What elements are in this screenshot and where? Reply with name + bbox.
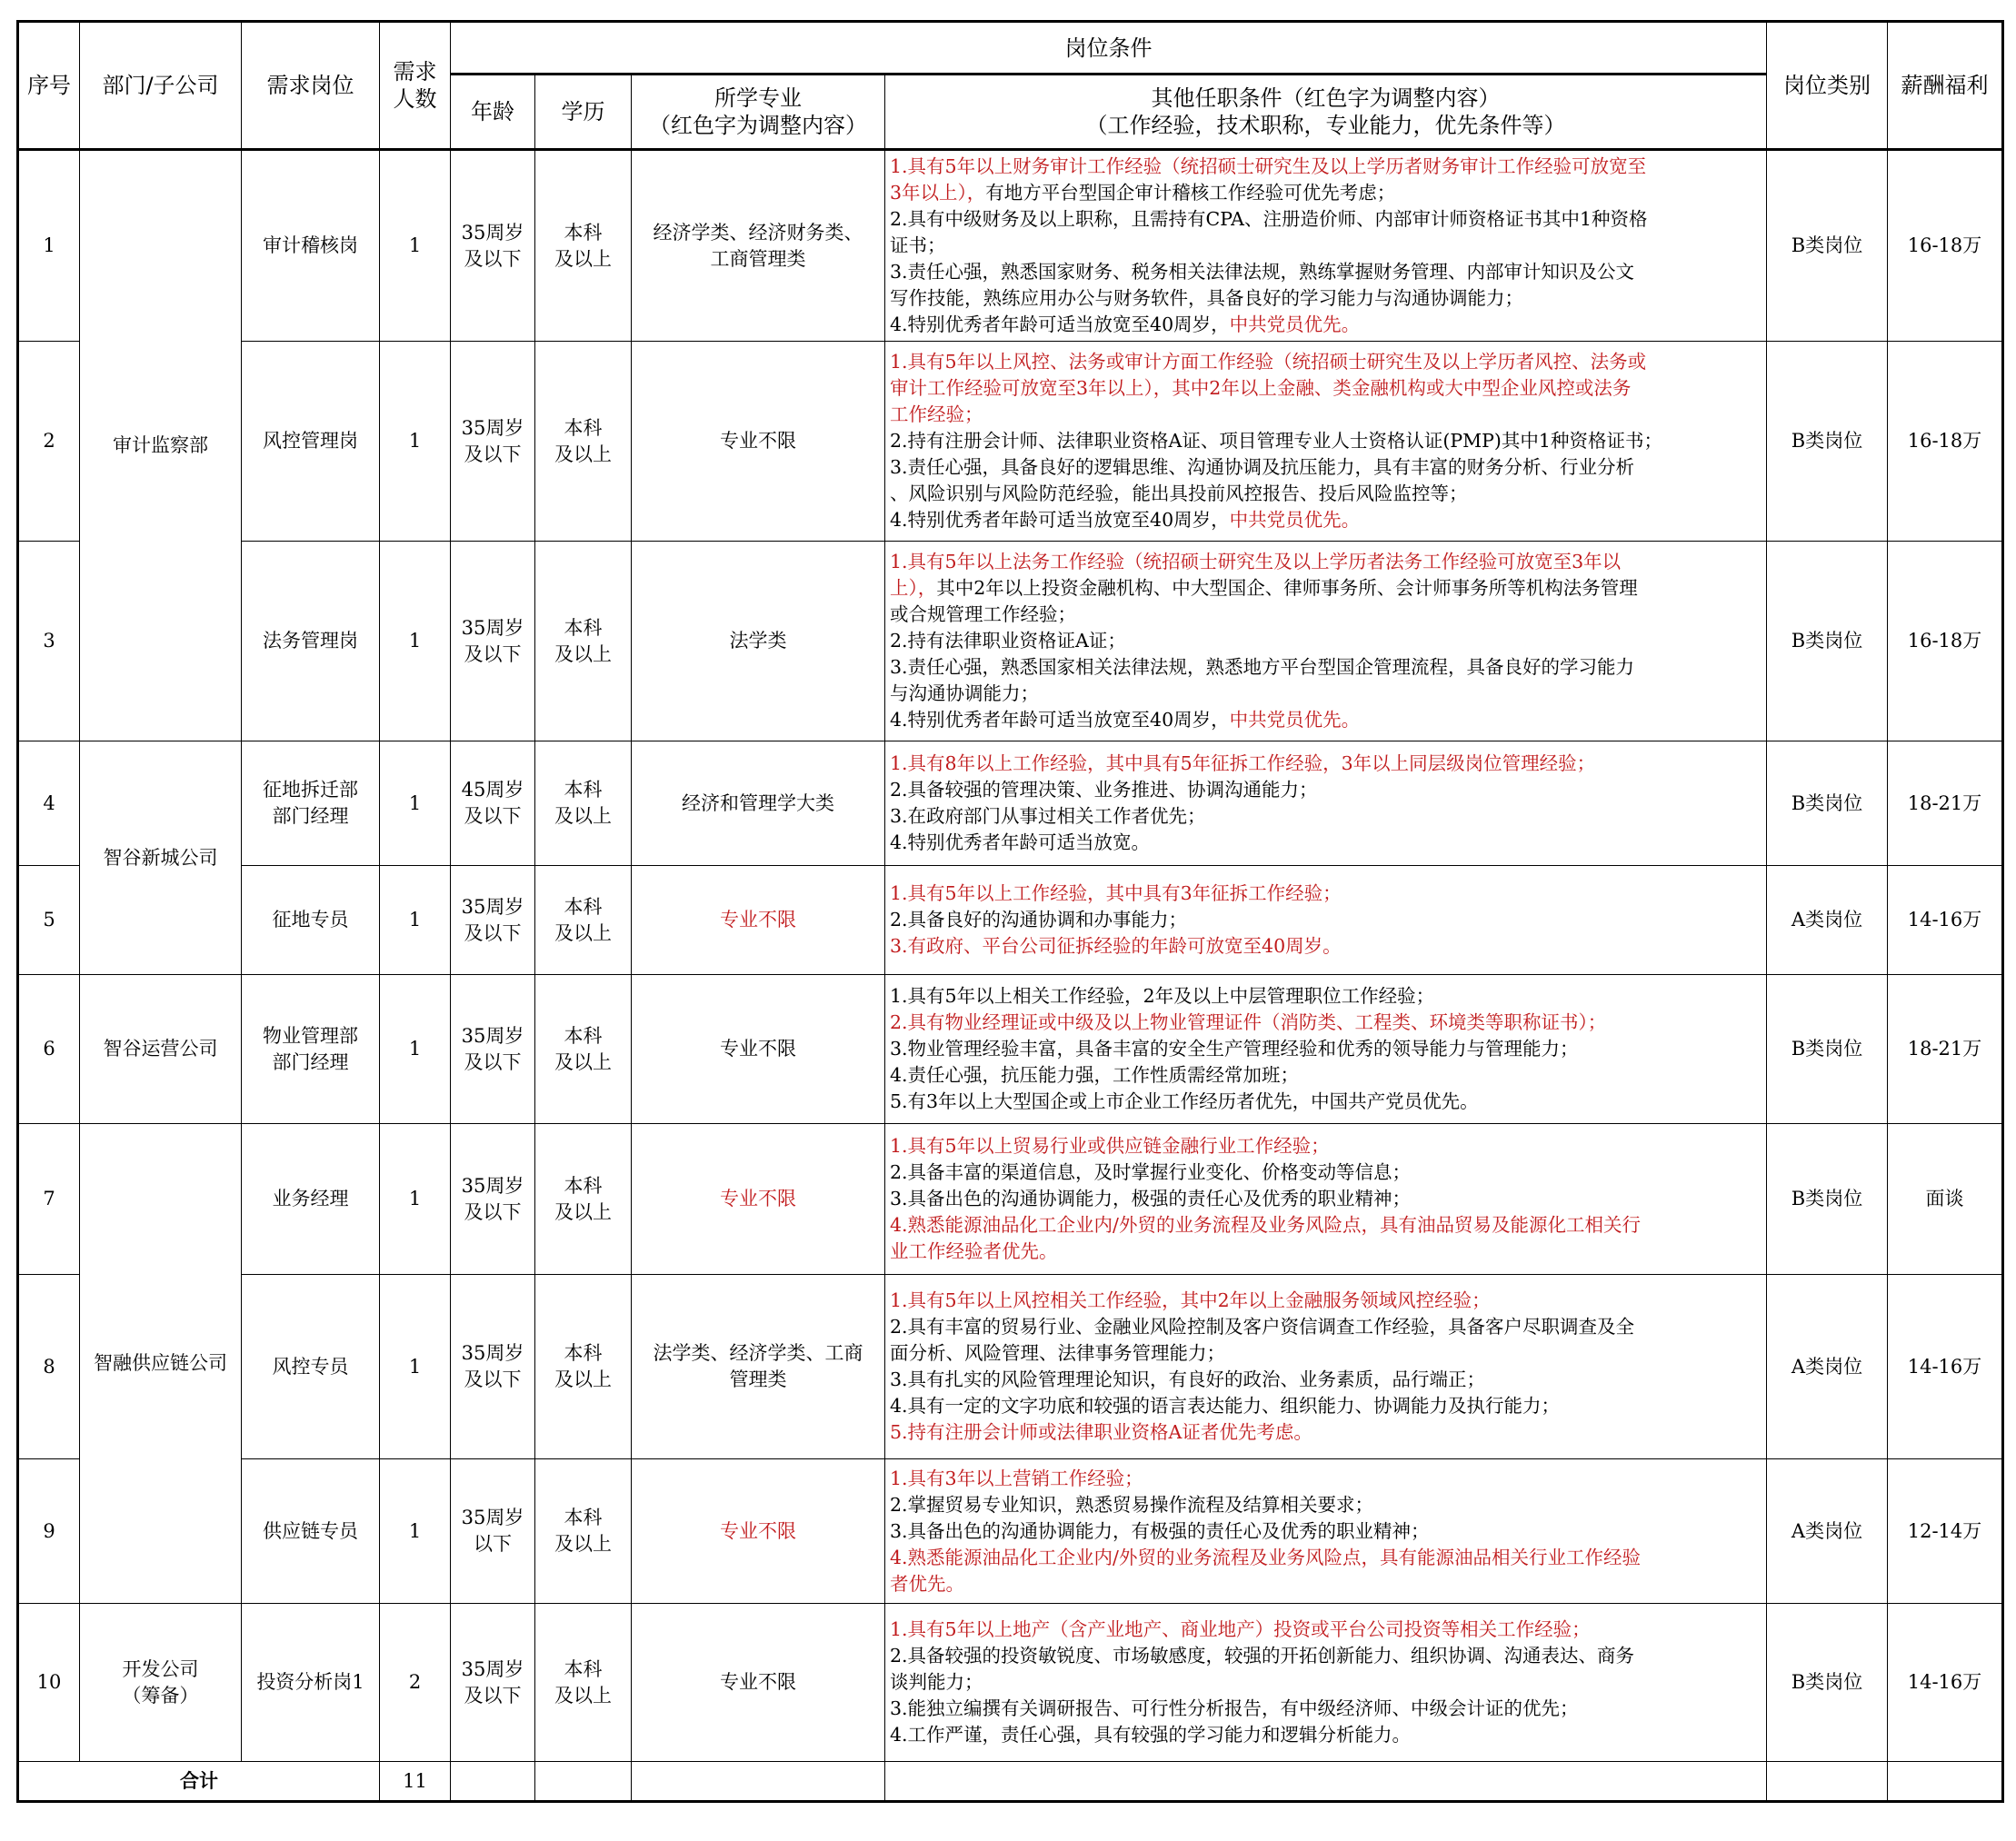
- salary-cell: 面谈: [1888, 1124, 2003, 1275]
- total-empty: [885, 1762, 1767, 1802]
- conditions-cell: [885, 975, 1767, 1124]
- dept-cell: 开发公司 （筹备）: [80, 1604, 242, 1762]
- header-edu: 学历: [535, 75, 632, 150]
- edu-cell: 本科 及以上: [535, 1459, 632, 1604]
- header-salary: 薪酬福利: [1888, 22, 2003, 150]
- count-cell: 1: [380, 741, 451, 866]
- table-row: [18, 866, 2003, 975]
- condition-line: 3.物业管理经验丰富，具备丰富的安全生产管理经验和优秀的领导能力与管理能力；: [890, 1038, 1579, 1060]
- conditions-cell: [885, 741, 1767, 866]
- category-cell: A类岗位: [1767, 1459, 1888, 1604]
- salary-cell: 14-16万: [1888, 1275, 2003, 1459]
- total-empty: [632, 1762, 885, 1802]
- age-cell: 35周岁 及以下: [451, 975, 535, 1124]
- category-cell: B类岗位: [1767, 542, 1888, 741]
- table-row: [18, 1275, 2003, 1459]
- condition-line: 3.责任心强，具备良好的逻辑思维、沟通协调及抗压能力，具有丰富的财务分析、行业分析: [890, 456, 1635, 478]
- edu-cell: 本科 及以上: [535, 150, 632, 342]
- condition-line: 2.具有物业经理证或中级及以上物业管理证件（消防类、工程类、环境类等职称证书）；: [890, 1011, 1607, 1033]
- condition-line: 1.具有5年以上风控相关工作经验，其中2年以上金融服务领域风控经验；: [890, 1289, 1491, 1311]
- major-cell: 法学类、经济学类、工商 管理类: [632, 1275, 885, 1459]
- condition-line: 3.责任心强，熟悉国家相关法律法规，熟悉地方平台型国企管理流程，具备良好的学习能力: [890, 656, 1635, 678]
- condition-line: 4.熟悉能源油品化工企业内/外贸的业务流程及业务风险点，具有油品贸易及能源化工相关行: [890, 1214, 1641, 1236]
- category-cell: B类岗位: [1767, 741, 1888, 866]
- condition-line: 2.具有丰富的贸易行业、金融业风险控制及客户资信调查工作经验，具备客户尽职调查及全: [890, 1316, 1635, 1338]
- row-seq: 5: [18, 866, 80, 975]
- major-cell: 专业不限: [632, 1604, 885, 1762]
- recruitment-table: [16, 20, 2004, 1803]
- category-cell: A类岗位: [1767, 866, 1888, 975]
- table-row: [18, 542, 2003, 741]
- conditions-cell: [885, 1124, 1767, 1275]
- major-cell: 法学类: [632, 542, 885, 741]
- condition-line: 3.在政府部门从事过相关工作者优先；: [890, 805, 1206, 827]
- condition-line: 4.熟悉能源油品化工企业内/外贸的业务流程及业务风险点，具有能源油品相关行业工作经验: [890, 1546, 1641, 1568]
- condition-line: 证书；: [890, 234, 946, 256]
- category-cell: B类岗位: [1767, 1604, 1888, 1762]
- row-seq: 3: [18, 542, 80, 741]
- total-count: 11: [380, 1762, 451, 1802]
- count-cell: 1: [380, 1459, 451, 1604]
- post-cell: 业务经理: [242, 1124, 380, 1275]
- age-cell: 35周岁 及以下: [451, 1124, 535, 1275]
- header-dept: 部门/子公司: [80, 22, 242, 150]
- condition-line: 5.持有注册会计师或法律职业资格A证者优先考虑。: [890, 1421, 1312, 1443]
- row-seq: 6: [18, 975, 80, 1124]
- condition-line: 1.具有8年以上工作经验，其中具有5年征拆工作经验，3年以上同层级岗位管理经验；: [890, 752, 1596, 774]
- condition-line: 1.具有5年以上工作经验，其中具有3年征拆工作经验；: [890, 882, 1342, 904]
- condition-line: 写作技能，熟练应用办公与财务软件，具备良好的学习能力与沟通协调能力；: [890, 287, 1523, 309]
- age-cell: 35周岁 及以下: [451, 150, 535, 342]
- row-seq: 4: [18, 741, 80, 866]
- conditions-cell: [885, 1459, 1767, 1604]
- count-cell: 1: [380, 542, 451, 741]
- post-cell: 法务管理岗: [242, 542, 380, 741]
- row-seq: 7: [18, 1124, 80, 1275]
- header-category: 岗位类别: [1767, 22, 1888, 150]
- condition-line: 1.具有5年以上法务工作经验（统招硕士研究生及以上学历者法务工作经验可放宽至3年以: [890, 551, 1622, 572]
- edu-cell: 本科 及以上: [535, 741, 632, 866]
- count-cell: 1: [380, 342, 451, 542]
- post-cell: 征地专员: [242, 866, 380, 975]
- condition-line: 4.特别优秀者年龄可适当放宽。: [890, 831, 1151, 853]
- condition-line: 3.具备出色的沟通协调能力，极强的责任心及优秀的职业精神；: [890, 1188, 1412, 1209]
- conditions-cell: [885, 342, 1767, 542]
- age-cell: 35周岁 及以下: [451, 1275, 535, 1459]
- condition-line: 2.具备良好的沟通协调和办事能力；: [890, 909, 1188, 930]
- salary-cell: 14-16万: [1888, 1604, 2003, 1762]
- dept-cell: 审计监察部: [80, 150, 242, 741]
- post-cell: 风控专员: [242, 1275, 380, 1459]
- edu-cell: 本科 及以上: [535, 1275, 632, 1459]
- condition-line: 3年以上），有地方平台型国企审计稽核工作经验可优先考虑；: [890, 182, 1396, 204]
- conditions-cell: [885, 542, 1767, 741]
- header-seq: 序号: [18, 22, 80, 150]
- condition-line: 4.特别优秀者年龄可适当放宽至40周岁，中共党员优先。: [890, 313, 1361, 335]
- major-cell: 专业不限: [632, 1459, 885, 1604]
- header-age: 年龄: [451, 75, 535, 150]
- condition-line: 审计工作经验可放宽至3年以上），其中2年以上金融、类金融机构或大中型企业风控或法务: [890, 377, 1632, 399]
- condition-line: 2.持有注册会计师、法律职业资格A证、项目管理专业人士资格认证(PMP)其中1种资格证书；: [890, 430, 1662, 452]
- condition-line: 2.具备较强的管理决策、业务推进、协调沟通能力；: [890, 779, 1318, 801]
- age-cell: 35周岁 及以下: [451, 342, 535, 542]
- condition-line: 谈判能力；: [890, 1671, 983, 1693]
- condition-line: 1.具有5年以上财务审计工作经验（统招硕士研究生及以上学历者财务审计工作经验可放宽至: [890, 155, 1647, 177]
- edu-cell: 本科 及以上: [535, 1604, 632, 1762]
- salary-cell: 16-18万: [1888, 150, 2003, 342]
- dept-cell: 智谷新城公司: [80, 741, 242, 975]
- row-seq: 1: [18, 150, 80, 342]
- condition-line: 4.责任心强，抗压能力强，工作性质需经常加班；: [890, 1064, 1300, 1086]
- count-cell: 1: [380, 975, 451, 1124]
- condition-line: 3.有政府、平台公司征拆经验的年龄可放宽至40周岁。: [890, 935, 1342, 957]
- condition-line: 工作经验；: [890, 403, 983, 425]
- condition-line: 业工作经验者优先。: [890, 1240, 1058, 1262]
- condition-line: 3.具有扎实的风险管理理论知识，有良好的政治、业务素质，品行端正；: [890, 1368, 1486, 1390]
- category-cell: B类岗位: [1767, 150, 1888, 342]
- age-cell: 45周岁 及以下: [451, 741, 535, 866]
- age-cell: 35周岁 及以下: [451, 866, 535, 975]
- condition-line: 4.工作严谨，责任心强，具有较强的学习能力和逻辑分析能力。: [890, 1724, 1412, 1746]
- age-cell: 35周岁 及以下: [451, 542, 535, 741]
- condition-line: 或合规管理工作经验；: [890, 603, 1076, 625]
- header-conditions: 岗位条件: [451, 22, 1767, 75]
- condition-line: 3.责任心强，熟悉国家财务、税务相关法律法规，熟练掌握财务管理、内部审计知识及公文: [890, 261, 1635, 283]
- post-cell: 供应链专员: [242, 1459, 380, 1604]
- category-cell: A类岗位: [1767, 1275, 1888, 1459]
- salary-cell: 12-14万: [1888, 1459, 2003, 1604]
- header-count: 需求 人数: [380, 22, 451, 150]
- condition-line: 2.具有中级财务及以上职称，且需持有CPA、注册造价师、内部审计师资格证书其中1种资格: [890, 208, 1648, 230]
- condition-line: 2.具备丰富的渠道信息，及时掌握行业变化、价格变动等信息；: [890, 1161, 1412, 1183]
- condition-line: 3.能独立编撰有关调研报告、可行性分析报告，有中级经济师、中级会计证的优先；: [890, 1697, 1579, 1719]
- age-cell: 35周岁 以下: [451, 1459, 535, 1604]
- edu-cell: 本科 及以上: [535, 975, 632, 1124]
- post-cell: 征地拆迁部 部门经理: [242, 741, 380, 866]
- category-cell: B类岗位: [1767, 1124, 1888, 1275]
- total-label: 合计: [18, 1762, 380, 1802]
- conditions-cell: [885, 1275, 1767, 1459]
- table-row: [18, 741, 2003, 866]
- total-empty: [535, 1762, 632, 1802]
- header-other: 其他任职条件（红色字为调整内容） （工作经验，技术职称，专业能力，优先条件等）: [885, 75, 1767, 150]
- major-cell: 经济学类、经济财务类、 工商管理类: [632, 150, 885, 342]
- conditions-cell: [885, 866, 1767, 975]
- major-cell: 专业不限: [632, 342, 885, 542]
- condition-line: 4.具有一定的文字功底和较强的语言表达能力、组织能力、协调能力及执行能力；: [890, 1395, 1561, 1417]
- count-cell: 2: [380, 1604, 451, 1762]
- edu-cell: 本科 及以上: [535, 542, 632, 741]
- salary-cell: 14-16万: [1888, 866, 2003, 975]
- major-cell: 专业不限: [632, 1124, 885, 1275]
- edu-cell: 本科 及以上: [535, 866, 632, 975]
- condition-line: 2.持有法律职业资格证A证；: [890, 630, 1126, 652]
- table-row: [18, 342, 2003, 542]
- row-seq: 8: [18, 1275, 80, 1459]
- category-cell: B类岗位: [1767, 975, 1888, 1124]
- condition-line: 4.特别优秀者年龄可适当放宽至40周岁，中共党员优先。: [890, 709, 1361, 731]
- total-empty: [1767, 1762, 1888, 1802]
- salary-cell: 18-21万: [1888, 975, 2003, 1124]
- table-row: [18, 150, 2003, 342]
- table-row: [18, 1124, 2003, 1275]
- conditions-cell: [885, 150, 1767, 342]
- condition-line: 3.具备出色的沟通协调能力，有极强的责任心及优秀的职业精神；: [890, 1519, 1430, 1542]
- header-post: 需求岗位: [242, 22, 380, 150]
- condition-line: 1.具有3年以上营销工作经验；: [890, 1467, 1143, 1489]
- condition-line: 上），其中2年以上投资金融机构、中大型国企、律师事务所、会计师事务所等机构法务管理: [890, 577, 1638, 599]
- table-row: [18, 1459, 2003, 1604]
- post-cell: 物业管理部 部门经理: [242, 975, 380, 1124]
- condition-line: 、风险识别与风险防范经验，能出具投前风控报告、投后风险监控等；: [890, 483, 1468, 504]
- condition-line: 与沟通协调能力；: [890, 682, 1039, 704]
- row-seq: 10: [18, 1604, 80, 1762]
- table-row: [18, 1604, 2003, 1762]
- salary-cell: 16-18万: [1888, 542, 2003, 741]
- header-major: 所学专业 （红色字为调整内容）: [632, 75, 885, 150]
- dept-cell: 智融供应链公司: [80, 1124, 242, 1604]
- post-cell: 风控管理岗: [242, 342, 380, 542]
- dept-cell: 智谷运营公司: [80, 975, 242, 1124]
- condition-line: 5.有3年以上大型国企或上市企业工作经历者优先，中国共产党员优先。: [890, 1090, 1479, 1112]
- table-row: [18, 975, 2003, 1124]
- count-cell: 1: [380, 866, 451, 975]
- row-seq: 2: [18, 342, 80, 542]
- condition-line: 1.具有5年以上贸易行业或供应链金融行业工作经验；: [890, 1135, 1330, 1157]
- count-cell: 1: [380, 1275, 451, 1459]
- condition-line: 者优先。: [890, 1572, 964, 1595]
- post-cell: 投资分析岗1: [242, 1604, 380, 1762]
- age-cell: 35周岁 及以下: [451, 1604, 535, 1762]
- condition-line: 1.具有5年以上风控、法务或审计方面工作经验（统招硕士研究生及以上学历者风控、法务或: [890, 351, 1647, 373]
- salary-cell: 18-21万: [1888, 741, 2003, 866]
- count-cell: 1: [380, 1124, 451, 1275]
- edu-cell: 本科 及以上: [535, 342, 632, 542]
- category-cell: B类岗位: [1767, 342, 1888, 542]
- condition-line: 2.掌握贸易专业知识，熟悉贸易操作流程及结算相关要求；: [890, 1493, 1374, 1516]
- condition-line: 4.特别优秀者年龄可适当放宽至40周岁，中共党员优先。: [890, 509, 1361, 531]
- condition-line: 1.具有5年以上相关工作经验，2年及以上中层管理职位工作经验；: [890, 985, 1435, 1007]
- count-cell: 1: [380, 150, 451, 342]
- major-cell: 经济和管理学大类: [632, 741, 885, 866]
- total-empty: [451, 1762, 535, 1802]
- post-cell: 审计稽核岗: [242, 150, 380, 342]
- conditions-cell: [885, 1604, 1767, 1762]
- condition-line: 面分析、风险管理、法律事务管理能力；: [890, 1342, 1225, 1364]
- total-empty: [1888, 1762, 2003, 1802]
- row-seq: 9: [18, 1459, 80, 1604]
- edu-cell: 本科 及以上: [535, 1124, 632, 1275]
- condition-line: 2.具备较强的投资敏锐度、市场敏感度，较强的开拓创新能力、组织协调、沟通表达、商务: [890, 1645, 1635, 1667]
- salary-cell: 16-18万: [1888, 342, 2003, 542]
- condition-line: 1.具有5年以上地产（含产业地产、商业地产）投资或平台公司投资等相关工作经验；: [890, 1618, 1591, 1640]
- major-cell: 专业不限: [632, 866, 885, 975]
- major-cell: 专业不限: [632, 975, 885, 1124]
